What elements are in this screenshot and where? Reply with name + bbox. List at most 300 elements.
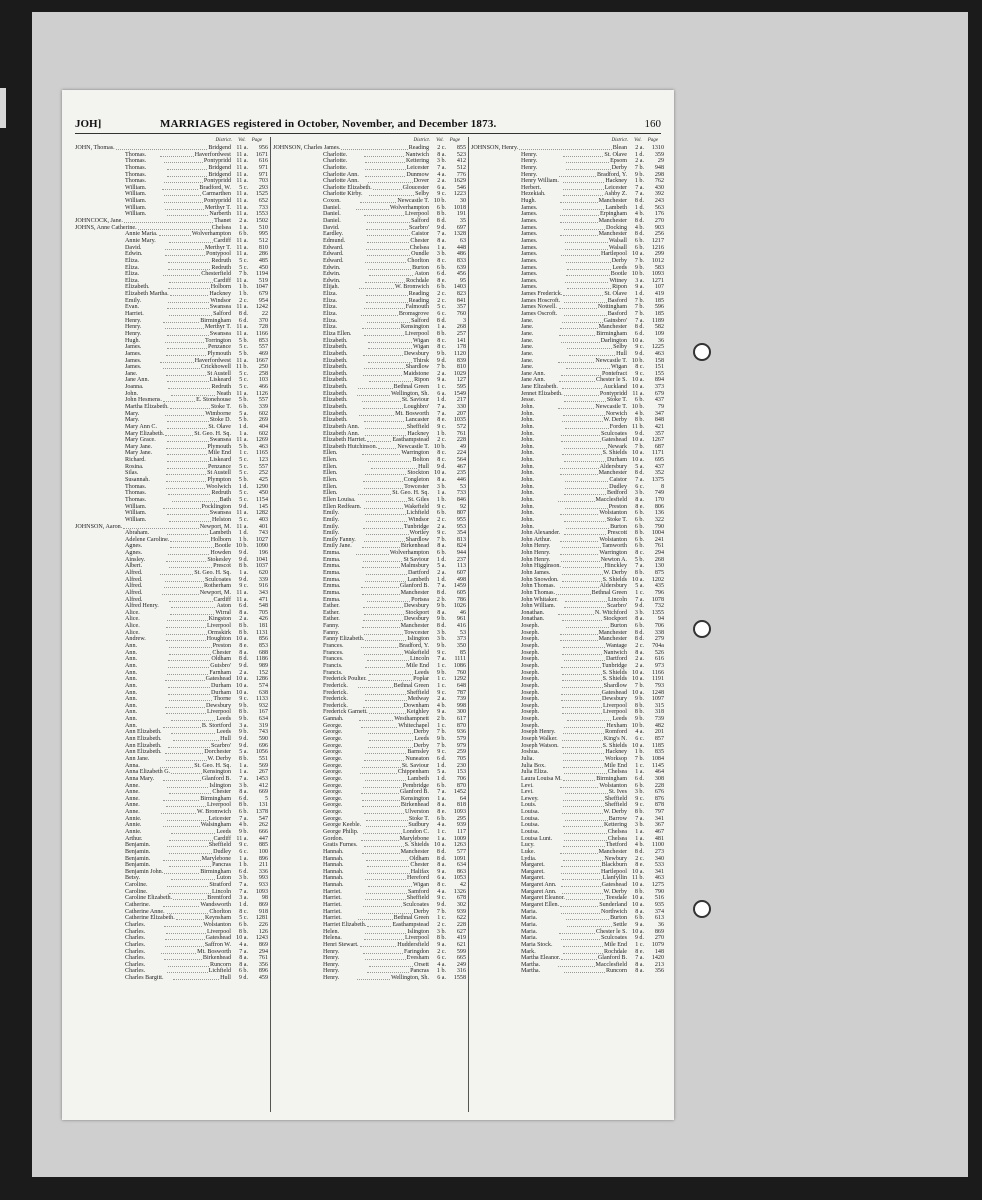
- entry-forename: Jane.: [125, 370, 138, 377]
- entry-district: Manchester: [400, 589, 429, 596]
- entry-page: 666: [258, 828, 268, 835]
- entry-forename: Ann.: [125, 696, 138, 703]
- entry-page: 302: [456, 902, 466, 909]
- entry-page: 743: [258, 729, 268, 736]
- entry-district: Bradford, W.: [199, 184, 231, 191]
- entry-volume: 2 a.: [239, 218, 248, 225]
- entry-volume: 7 b.: [634, 311, 645, 318]
- entry-volume: 6 a.: [437, 390, 446, 397]
- entry-district: Kettering: [406, 158, 430, 165]
- entry-surname: [273, 610, 323, 617]
- dot-leader: [564, 397, 606, 402]
- register-entry: [75, 490, 268, 497]
- entry-district: Oldham: [211, 656, 232, 663]
- register-entry: [273, 338, 466, 345]
- entry-page: 776: [456, 171, 466, 178]
- dot-leader: [569, 351, 616, 356]
- entry-district: Wellington, Sh.: [391, 390, 429, 397]
- entry-forename: John Henry.: [521, 550, 551, 557]
- register-entry: [471, 172, 664, 179]
- entry-volume: 11 a.: [236, 191, 249, 198]
- entry-page: 669: [258, 789, 268, 796]
- entry-forename: John.: [521, 483, 535, 490]
- entry-surname: [273, 590, 323, 597]
- dot-leader: [163, 822, 200, 827]
- index-column-1: [75, 137, 268, 1112]
- register-entry: [471, 152, 664, 159]
- entry-forename: John.: [521, 510, 535, 517]
- dot-leader: [561, 437, 600, 442]
- entry-surname: [273, 856, 323, 863]
- entry-page: 224: [456, 450, 467, 457]
- register-entry: [273, 749, 466, 756]
- dot-leader: [560, 464, 598, 469]
- entry-district: Wantage: [605, 643, 628, 650]
- register-entry: [75, 304, 268, 311]
- entry-volume: 7 b.: [436, 364, 447, 371]
- entry-volume: 3 b.: [436, 251, 447, 258]
- entry-surname: [75, 152, 125, 159]
- entry-volume: 8 a.: [635, 649, 645, 656]
- entry-page: 1452: [453, 789, 467, 796]
- dot-leader: [364, 417, 404, 422]
- entry-district: Leicester: [208, 815, 232, 822]
- dot-leader: [171, 875, 216, 880]
- entry-forename: Richard.: [125, 457, 146, 464]
- entry-forename: John.: [521, 470, 535, 477]
- register-entry: [273, 603, 466, 610]
- dot-leader: [167, 172, 208, 177]
- entry-forename: John Arthur.: [521, 536, 552, 543]
- dot-leader: [359, 284, 394, 289]
- entry-surname: [75, 245, 125, 252]
- entry-district: Liverpool: [206, 802, 231, 809]
- entry-district: Windsor: [210, 297, 231, 304]
- entry-page: 130: [654, 563, 664, 570]
- entry-surname: [471, 869, 521, 876]
- dot-leader: [563, 563, 604, 568]
- entry-district: Walsall: [608, 244, 627, 251]
- register-entry: [471, 358, 664, 365]
- entry-surname: [273, 949, 323, 956]
- entry-page: 123: [258, 457, 269, 464]
- entry-district: Wolstanton: [599, 536, 628, 543]
- entry-volume: 10 b.: [631, 357, 644, 364]
- dot-leader: [366, 889, 408, 894]
- entry-volume: 4 a.: [437, 171, 446, 178]
- dot-leader: [562, 703, 602, 708]
- entry-district: Witney: [609, 277, 628, 284]
- entry-surname: [75, 185, 125, 192]
- entry-forename: Thomas.: [125, 490, 147, 497]
- entry-forename: William.: [125, 211, 147, 218]
- entry-volume: 3 a.: [239, 722, 248, 729]
- entry-surname: [273, 324, 323, 331]
- register-entry: [471, 842, 664, 849]
- dot-leader: [366, 570, 408, 575]
- entry-forename: Charles.: [125, 921, 146, 928]
- entry-surname: [273, 968, 323, 975]
- entry-page: 705: [258, 609, 269, 616]
- entry-volume: 8 c.: [437, 257, 447, 264]
- entry-district: Walsingham: [200, 822, 231, 829]
- dot-leader: [170, 537, 209, 542]
- register-entry: [75, 676, 268, 683]
- dot-leader: [164, 869, 199, 874]
- entry-surname: [75, 431, 125, 438]
- entry-forename: Edwin.: [125, 251, 143, 258]
- entry-district: Towcester: [404, 629, 430, 636]
- entry-forename: Emma.: [323, 556, 341, 563]
- register-entry: [471, 205, 664, 212]
- entry-volume: 7 a.: [635, 477, 645, 484]
- entry-surname: [273, 670, 323, 677]
- entry-district: W. Derby: [603, 570, 627, 576]
- entry-forename: Joseph.: [521, 722, 540, 729]
- entry-page: 639: [456, 264, 466, 271]
- entry-page: 1292: [453, 676, 467, 683]
- entry-forename: Henry.: [521, 164, 538, 171]
- entry-surname: [471, 271, 521, 278]
- entry-forename: Harriet.: [323, 902, 342, 909]
- entry-volume: 8 c.: [635, 364, 644, 371]
- entry-page: 1459: [453, 583, 467, 590]
- entry-district: Wortley: [409, 530, 430, 537]
- entry-surname: [471, 530, 521, 537]
- entry-surname: [471, 723, 521, 730]
- register-entry: [471, 198, 664, 205]
- entry-surname: [75, 324, 125, 331]
- entry-volume: 3 b.: [436, 158, 447, 165]
- entry-surname: [75, 723, 125, 730]
- entry-forename: Louisa Lunt.: [521, 835, 553, 842]
- entry-volume: 8 a.: [635, 616, 645, 623]
- entry-forename: Julia Eliza.: [521, 769, 549, 776]
- entry-page: 109: [654, 330, 664, 337]
- entry-forename: Edwin.: [323, 277, 341, 284]
- entry-volume: 6 d.: [238, 795, 248, 802]
- entry-forename: Anna.: [125, 762, 140, 769]
- entry-surname: [75, 789, 125, 796]
- entry-district: Birmingham: [200, 795, 231, 802]
- register-entry: [75, 703, 268, 710]
- dot-leader: [365, 749, 406, 754]
- entry-page: 526: [654, 649, 665, 656]
- dot-leader: [564, 769, 606, 774]
- register-entry: [471, 709, 664, 716]
- entry-volume: 8 a.: [437, 237, 446, 244]
- entry-district: Hackney: [209, 291, 231, 298]
- entry-surname: [75, 929, 125, 936]
- entry-volume: 6 d.: [436, 271, 446, 278]
- entry-volume: 4 a.: [437, 961, 446, 968]
- dot-leader: [562, 676, 602, 681]
- dot-leader: [341, 145, 407, 150]
- entry-surname: [273, 743, 323, 750]
- dot-leader: [161, 809, 196, 814]
- entry-page: 425: [258, 477, 269, 484]
- dot-leader: [365, 955, 406, 960]
- entry-volume: 8 d.: [436, 589, 446, 596]
- entry-volume: 11 a.: [236, 523, 248, 530]
- entry-forename: Alfred.: [125, 576, 143, 583]
- entry-page: 936: [456, 729, 467, 736]
- entry-page: 688: [258, 649, 268, 656]
- register-entry: [471, 802, 664, 809]
- entry-surname: [75, 238, 125, 245]
- entry-surname: [75, 211, 125, 218]
- entry-district: Wolverhampton: [389, 204, 430, 211]
- entry-surname: [471, 344, 521, 351]
- entry-volume: 10 a.: [632, 669, 645, 676]
- dot-leader: [363, 557, 402, 562]
- entry-volume: 10 b.: [631, 403, 644, 410]
- entry-district: Wakefield: [404, 503, 430, 510]
- entry-district: Sheffield: [406, 689, 430, 696]
- entry-forename: Joseph.: [521, 696, 540, 703]
- register-entry: [471, 597, 664, 604]
- entry-page: 35: [459, 218, 467, 225]
- entry-page: 352: [654, 470, 664, 477]
- dot-leader: [361, 836, 398, 841]
- entry-page: 824: [456, 543, 466, 550]
- entry-surname: [75, 570, 125, 577]
- register-entry: [471, 603, 664, 610]
- dot-leader: [367, 251, 410, 256]
- entry-volume: 7 a.: [239, 882, 249, 889]
- entry-forename: Ellen.: [323, 463, 338, 470]
- entry-surname: [273, 809, 323, 816]
- entry-forename: Adelene Caroline.: [125, 536, 170, 543]
- entry-volume: 7 b.: [634, 297, 645, 304]
- entry-district: Dewsbury: [205, 702, 231, 709]
- dot-leader: [360, 942, 396, 947]
- register-entry: [471, 431, 664, 438]
- entry-volume: 9 d.: [436, 902, 446, 909]
- dot-leader: [167, 165, 208, 170]
- entry-surname: [273, 152, 323, 159]
- register-entry: [273, 623, 466, 630]
- entry-page: 459: [258, 975, 268, 982]
- entry-surname: [471, 829, 521, 836]
- entry-district: Worksop: [605, 755, 628, 762]
- entry-volume: 1 d.: [238, 483, 248, 490]
- entry-page: 863: [456, 868, 466, 875]
- entry-surname: [471, 955, 521, 962]
- entry-surname: [75, 616, 125, 623]
- entry-volume: 6 b.: [634, 536, 645, 543]
- entry-volume: 9 c.: [437, 749, 447, 756]
- entry-forename: Mary Ann C.: [125, 423, 157, 430]
- entry-district: Chester le S.: [596, 928, 628, 935]
- entry-district: St. Geo. H. Sq.: [194, 570, 231, 576]
- entry-district: Norwich: [605, 410, 628, 417]
- entry-surname: [273, 630, 323, 637]
- entry-forename: George.: [323, 795, 343, 802]
- entry-volume: 2 a.: [437, 370, 447, 377]
- dot-leader: [165, 205, 204, 210]
- entry-volume: 9 c.: [239, 583, 249, 590]
- entry-page: 796: [654, 589, 664, 596]
- entry-district: Wigan: [413, 337, 429, 344]
- entry-district: Basford: [607, 311, 628, 318]
- entry-district: Bridgend: [208, 145, 231, 151]
- entry-surname: [75, 763, 125, 770]
- entry-volume: 6 d.: [634, 775, 644, 782]
- entry-surname: [471, 178, 521, 185]
- column-heading-vol: Vol.: [238, 138, 246, 143]
- register-entry: [273, 185, 466, 192]
- dot-leader: [561, 935, 600, 940]
- entry-page: 293: [258, 184, 268, 191]
- entry-forename: Mary.: [125, 417, 140, 424]
- entry-district: Pancras: [212, 862, 232, 869]
- entry-volume: 1 d.: [634, 204, 645, 211]
- entry-surname: [75, 696, 125, 703]
- entry-page: 1079: [651, 941, 665, 948]
- entry-page: 341: [654, 815, 664, 822]
- register-entry: [75, 875, 268, 882]
- dot-leader: [166, 371, 206, 376]
- entry-surname: [471, 311, 521, 318]
- entry-surname: [75, 636, 125, 643]
- entry-page: 1525: [255, 191, 269, 198]
- entry-page: 357: [456, 304, 466, 311]
- entry-page: 347: [654, 410, 665, 417]
- entry-surname: [75, 258, 125, 265]
- entry-volume: 8 b.: [634, 417, 644, 424]
- register-entry: [471, 570, 664, 577]
- entry-district: Walsall: [608, 237, 627, 244]
- entry-surname: [471, 583, 521, 590]
- entry-page: 359: [654, 151, 664, 158]
- register-entry: [75, 809, 268, 816]
- entry-forename: Alice.: [125, 623, 140, 630]
- entry-district: Bethnal Green: [393, 682, 429, 689]
- dot-leader: [564, 603, 606, 608]
- entry-forename: Benjamin.: [125, 848, 151, 855]
- entry-forename: Harriet.: [323, 888, 342, 895]
- dot-leader: [169, 889, 212, 894]
- entry-forename: Margaret Eleanor.: [521, 895, 565, 902]
- register-entry: [471, 670, 664, 677]
- register-entry: [75, 636, 268, 643]
- entry-page: 178: [456, 344, 466, 351]
- entry-surname: [471, 616, 521, 623]
- entry-volume: 8 b.: [436, 330, 446, 337]
- entry-forename: Joseph.: [521, 636, 540, 643]
- entry-forename: Jane.: [521, 324, 534, 331]
- entry-district: Easthampstead: [392, 437, 429, 444]
- entry-surname: [75, 504, 125, 511]
- entry-district: Teesdale: [605, 895, 627, 902]
- entry-surname: [75, 683, 125, 690]
- entry-district: Wolstanton: [203, 921, 232, 928]
- entry-volume: 7 a.: [635, 563, 644, 570]
- entry-page: 616: [258, 158, 268, 165]
- entry-surname: [471, 736, 521, 743]
- entry-page: 1037: [255, 563, 269, 570]
- entry-forename: Emily Fanny.: [323, 536, 356, 543]
- entry-volume: 8 c.: [635, 550, 645, 557]
- entry-district: Reading: [408, 291, 429, 298]
- dot-leader: [368, 358, 412, 363]
- entry-page: 1131: [256, 629, 269, 636]
- entry-district: Sculcoates: [402, 902, 429, 909]
- entry-volume: 6 d.: [238, 317, 248, 324]
- dot-leader: [365, 929, 406, 934]
- dot-leader: [163, 796, 200, 801]
- entry-district: Erpingham: [599, 211, 628, 218]
- entry-forename: John.: [521, 423, 535, 430]
- entry-page: 749: [654, 490, 664, 497]
- dot-leader: [170, 610, 214, 615]
- entry-forename: Edmund.: [323, 237, 346, 244]
- entry-page: 956: [258, 145, 268, 151]
- register-entry: [471, 311, 664, 318]
- entry-surname: [471, 464, 521, 471]
- entry-forename: Joseph.: [521, 662, 540, 669]
- entry-surname: [273, 895, 323, 902]
- entry-district: Preston: [212, 643, 231, 650]
- entry-forename: Ann Elizabeth.: [125, 749, 162, 756]
- entry-surname: [471, 517, 521, 524]
- entry-volume: 3 b.: [436, 636, 446, 643]
- register-entry: [75, 218, 268, 225]
- register-entry: [75, 882, 268, 889]
- entry-volume: 11 a.: [236, 151, 248, 158]
- entry-surname: [471, 802, 521, 809]
- entry-volume: 1 b.: [436, 496, 446, 503]
- entry-volume: 5 c.: [239, 184, 248, 191]
- entry-surname: [471, 696, 521, 703]
- entry-page: 1091: [453, 855, 467, 862]
- entry-surname: [273, 524, 323, 531]
- dot-leader: [562, 683, 602, 688]
- dot-leader: [566, 258, 610, 263]
- entry-volume: 9 c.: [437, 503, 447, 510]
- entry-page: 298: [654, 171, 664, 178]
- entry-district: Pontypridd: [203, 178, 231, 185]
- dot-leader: [364, 935, 404, 940]
- entry-page: 533: [654, 862, 665, 869]
- register-entry: [75, 391, 268, 398]
- entry-page: 679: [258, 291, 268, 298]
- entry-district: Birkenhead: [202, 955, 231, 962]
- register-entry: [273, 537, 466, 544]
- entry-forename: Charles.: [125, 948, 146, 955]
- register-entry: [273, 145, 466, 152]
- entry-surname: [471, 709, 521, 716]
- register-entry: [273, 842, 466, 849]
- entry-surname: [471, 265, 521, 272]
- entry-page: 167: [258, 709, 268, 716]
- entry-surname: [471, 656, 521, 663]
- register-entry: [471, 550, 664, 557]
- entry-forename: Mark.: [521, 948, 536, 955]
- entry-volume: 8 e.: [635, 948, 645, 955]
- entry-forename: Eliza.: [125, 277, 140, 284]
- entry-volume: 11 a.: [236, 171, 248, 178]
- entry-forename: Ann.: [125, 702, 138, 709]
- entry-surname: [471, 577, 521, 584]
- entry-district: Prescott: [607, 530, 628, 537]
- entry-page: 1275: [651, 882, 665, 889]
- entry-forename: John James.: [521, 570, 551, 576]
- entry-district: Chorlton: [407, 257, 430, 264]
- entry-surname: [75, 663, 125, 670]
- dot-leader: [165, 935, 204, 940]
